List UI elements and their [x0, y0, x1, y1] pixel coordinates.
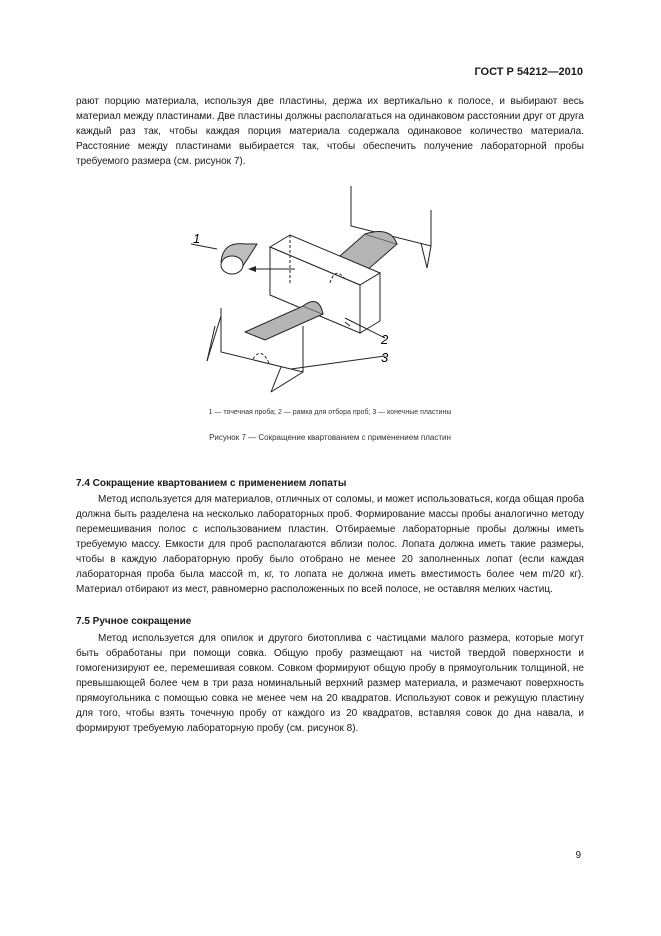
quartering-diagram — [185, 186, 447, 401]
figure-label-3: 3 — [381, 350, 389, 365]
section-7-5-heading: 7.5 Ручное сокращение — [76, 616, 192, 627]
page-number: 9 — [575, 850, 581, 861]
strip-lower — [245, 302, 323, 341]
figure-caption: Рисунок 7 — Сокращение квартованием с применением пластин — [209, 433, 451, 442]
intro-paragraph: рают порцию материала, используя две пластины, держа их вертикально к полосе, и выбирают весь материал между пластинами. Две пластины должны располагаться на одинаковом расстоянии друг от друга каждый раз так, чтобы каждая порция материала содержала одинаковое количество материала. Расстояние между пластинами выбирается так, чтобы обеспечить получение лабораторной пробы требуемого размера (см. рисунок 7). — [76, 96, 584, 167]
section-7-5-body: Метод используется для опилок и другого биотоплива с частицами малого размера, которые могут быть обработаны при помощи совка. Общую пробу размещают на чистой твердой поверхности и гомогенизируют ее, перемешивая совком. Совком формируют общую пробу в прямоугольник толщиной, не превышающей более чем в три раза номинальный верхний размер материала, и размечают поверхность прямоугольника с помощью совка не менее чем на 20 квадратов. Используют совок и режущую пластину для того, чтобы взять точечную пробу от каждого из 20 квадратов, вставляя совок до дна навала, и формируют требуемую лабораторную пробу (см. рисунок 8). — [76, 633, 584, 734]
section-7-4-body: Метод используется для материалов, отличных от соломы, и может использоваться, когда общая проба должна быть разделена на несколько лабораторных проб. Формирование массы пробы аналогично методу перемешивания полос с использованием пластин. Отбираемые лабораторные пробы должны иметь требуемую массу. Емкости для проб располагаются вблизи полос. Лопата должна иметь такие размеры, чтобы в каждую лабораторную пробу было отобрано не менее 20 заполненных лопат (если каждая лабораторная проба была массой m, кг, то лопата не должна иметь вместимость более чем m/20 кг). Материал отбирают из мест, равномерно расположенных по всей полосе, не оставляя мелких частиц. — [76, 494, 585, 595]
document-header: ГОСТ Р 54212—2010 — [474, 66, 583, 78]
figure-label-2: 2 — [381, 332, 389, 347]
figure-7 — [185, 186, 447, 401]
leader-3 — [291, 356, 385, 369]
section-7-4-heading: 7.4 Сокращение квартованием с применением лопаты — [76, 478, 347, 489]
figure-label-1: 1 — [193, 231, 201, 246]
figure-legend: 1 — точечная проба; 2 — рамка для отбора проб; 3 — конечные пластины — [208, 409, 452, 416]
